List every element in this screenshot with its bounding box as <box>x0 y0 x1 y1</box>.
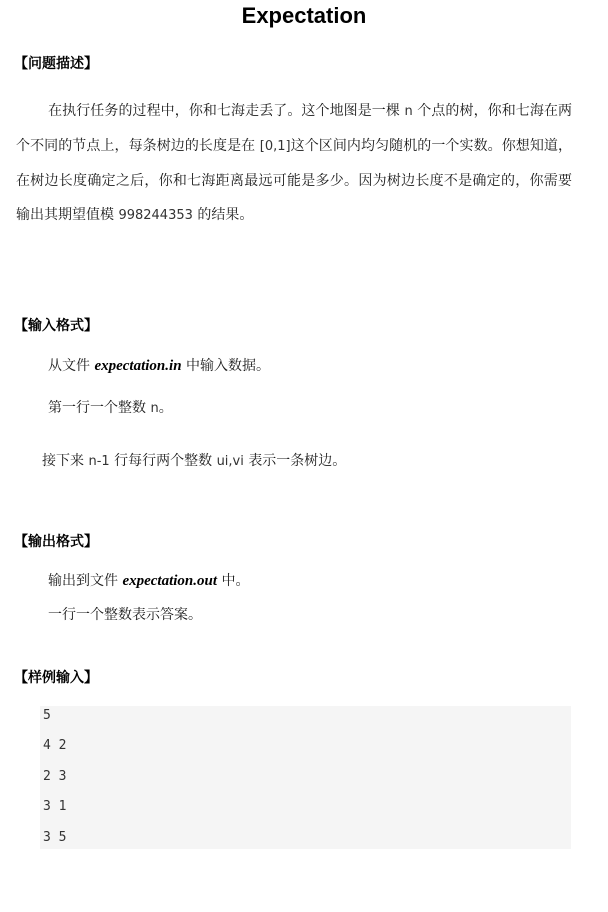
output-line-file-prefix: 输出到文件 <box>48 573 118 589</box>
problem-range: [0,1] <box>259 139 291 154</box>
output-line-file <box>48 571 249 591</box>
input-line-edges <box>42 451 346 472</box>
input-line-first-period: 。 <box>158 400 173 416</box>
output-line-file-suffix: 中。 <box>221 573 250 589</box>
input-line-first <box>48 398 173 419</box>
problem-n: n <box>404 104 413 119</box>
sample-input-box <box>40 706 571 849</box>
output-format-heading: 【输出格式】 <box>14 534 98 550</box>
input-line-first-n: n <box>150 401 159 416</box>
sample-input-line: 2 3 <box>43 769 67 784</box>
sample-input-line: 3 1 <box>43 799 67 814</box>
input-format-heading: 【输入格式】 <box>14 318 98 334</box>
problem-text-4: 的结果。 <box>197 207 254 223</box>
sample-input-line: 5 <box>43 708 51 723</box>
sample-input-line: 3 5 <box>43 830 67 845</box>
problem-text-1: 在执行任务的过程中，你和七海走丢了。这个地图是一棵 <box>48 103 400 119</box>
problem-text-3: 这个区间内均匀随机的一个实数。你想知道，在树边长度确定之后，你和七海距离最远可能是多少。因为树边长度不是确定的，你需要输出其期望值模 <box>16 138 573 223</box>
problem-heading: 【问题描述】 <box>14 56 98 72</box>
sample-input-line: 4 2 <box>43 738 67 753</box>
problem-text-2: 个点的树，你和七海在两个不同的节点上，每条树边的长度是在 <box>16 103 573 154</box>
input-filename: expectation.in <box>94 358 182 374</box>
page-title: Expectation <box>241 3 367 28</box>
problem-mod: 998244353 <box>118 208 193 223</box>
sample-input-heading: 【样例输入】 <box>14 670 98 686</box>
problem-description <box>16 94 572 233</box>
input-line-edges-suffix: 表示一条树边。 <box>248 453 347 469</box>
input-line-file <box>48 356 270 376</box>
input-line-edges-middle: 行每行两个整数 <box>114 453 213 469</box>
input-line-file-suffix: 中输入数据。 <box>185 358 270 374</box>
input-line-file-prefix: 从文件 <box>48 358 90 374</box>
input-line-edges-prefix: 接下来 <box>42 453 84 469</box>
input-line-edges-n: n-1 <box>88 454 110 469</box>
output-line-answer: 一行一个整数表示答案。 <box>48 607 202 623</box>
input-line-edges-vars: ui,vi <box>216 454 244 469</box>
input-line-first-text: 第一行一个整数 <box>48 400 146 416</box>
output-filename: expectation.out <box>122 573 218 589</box>
